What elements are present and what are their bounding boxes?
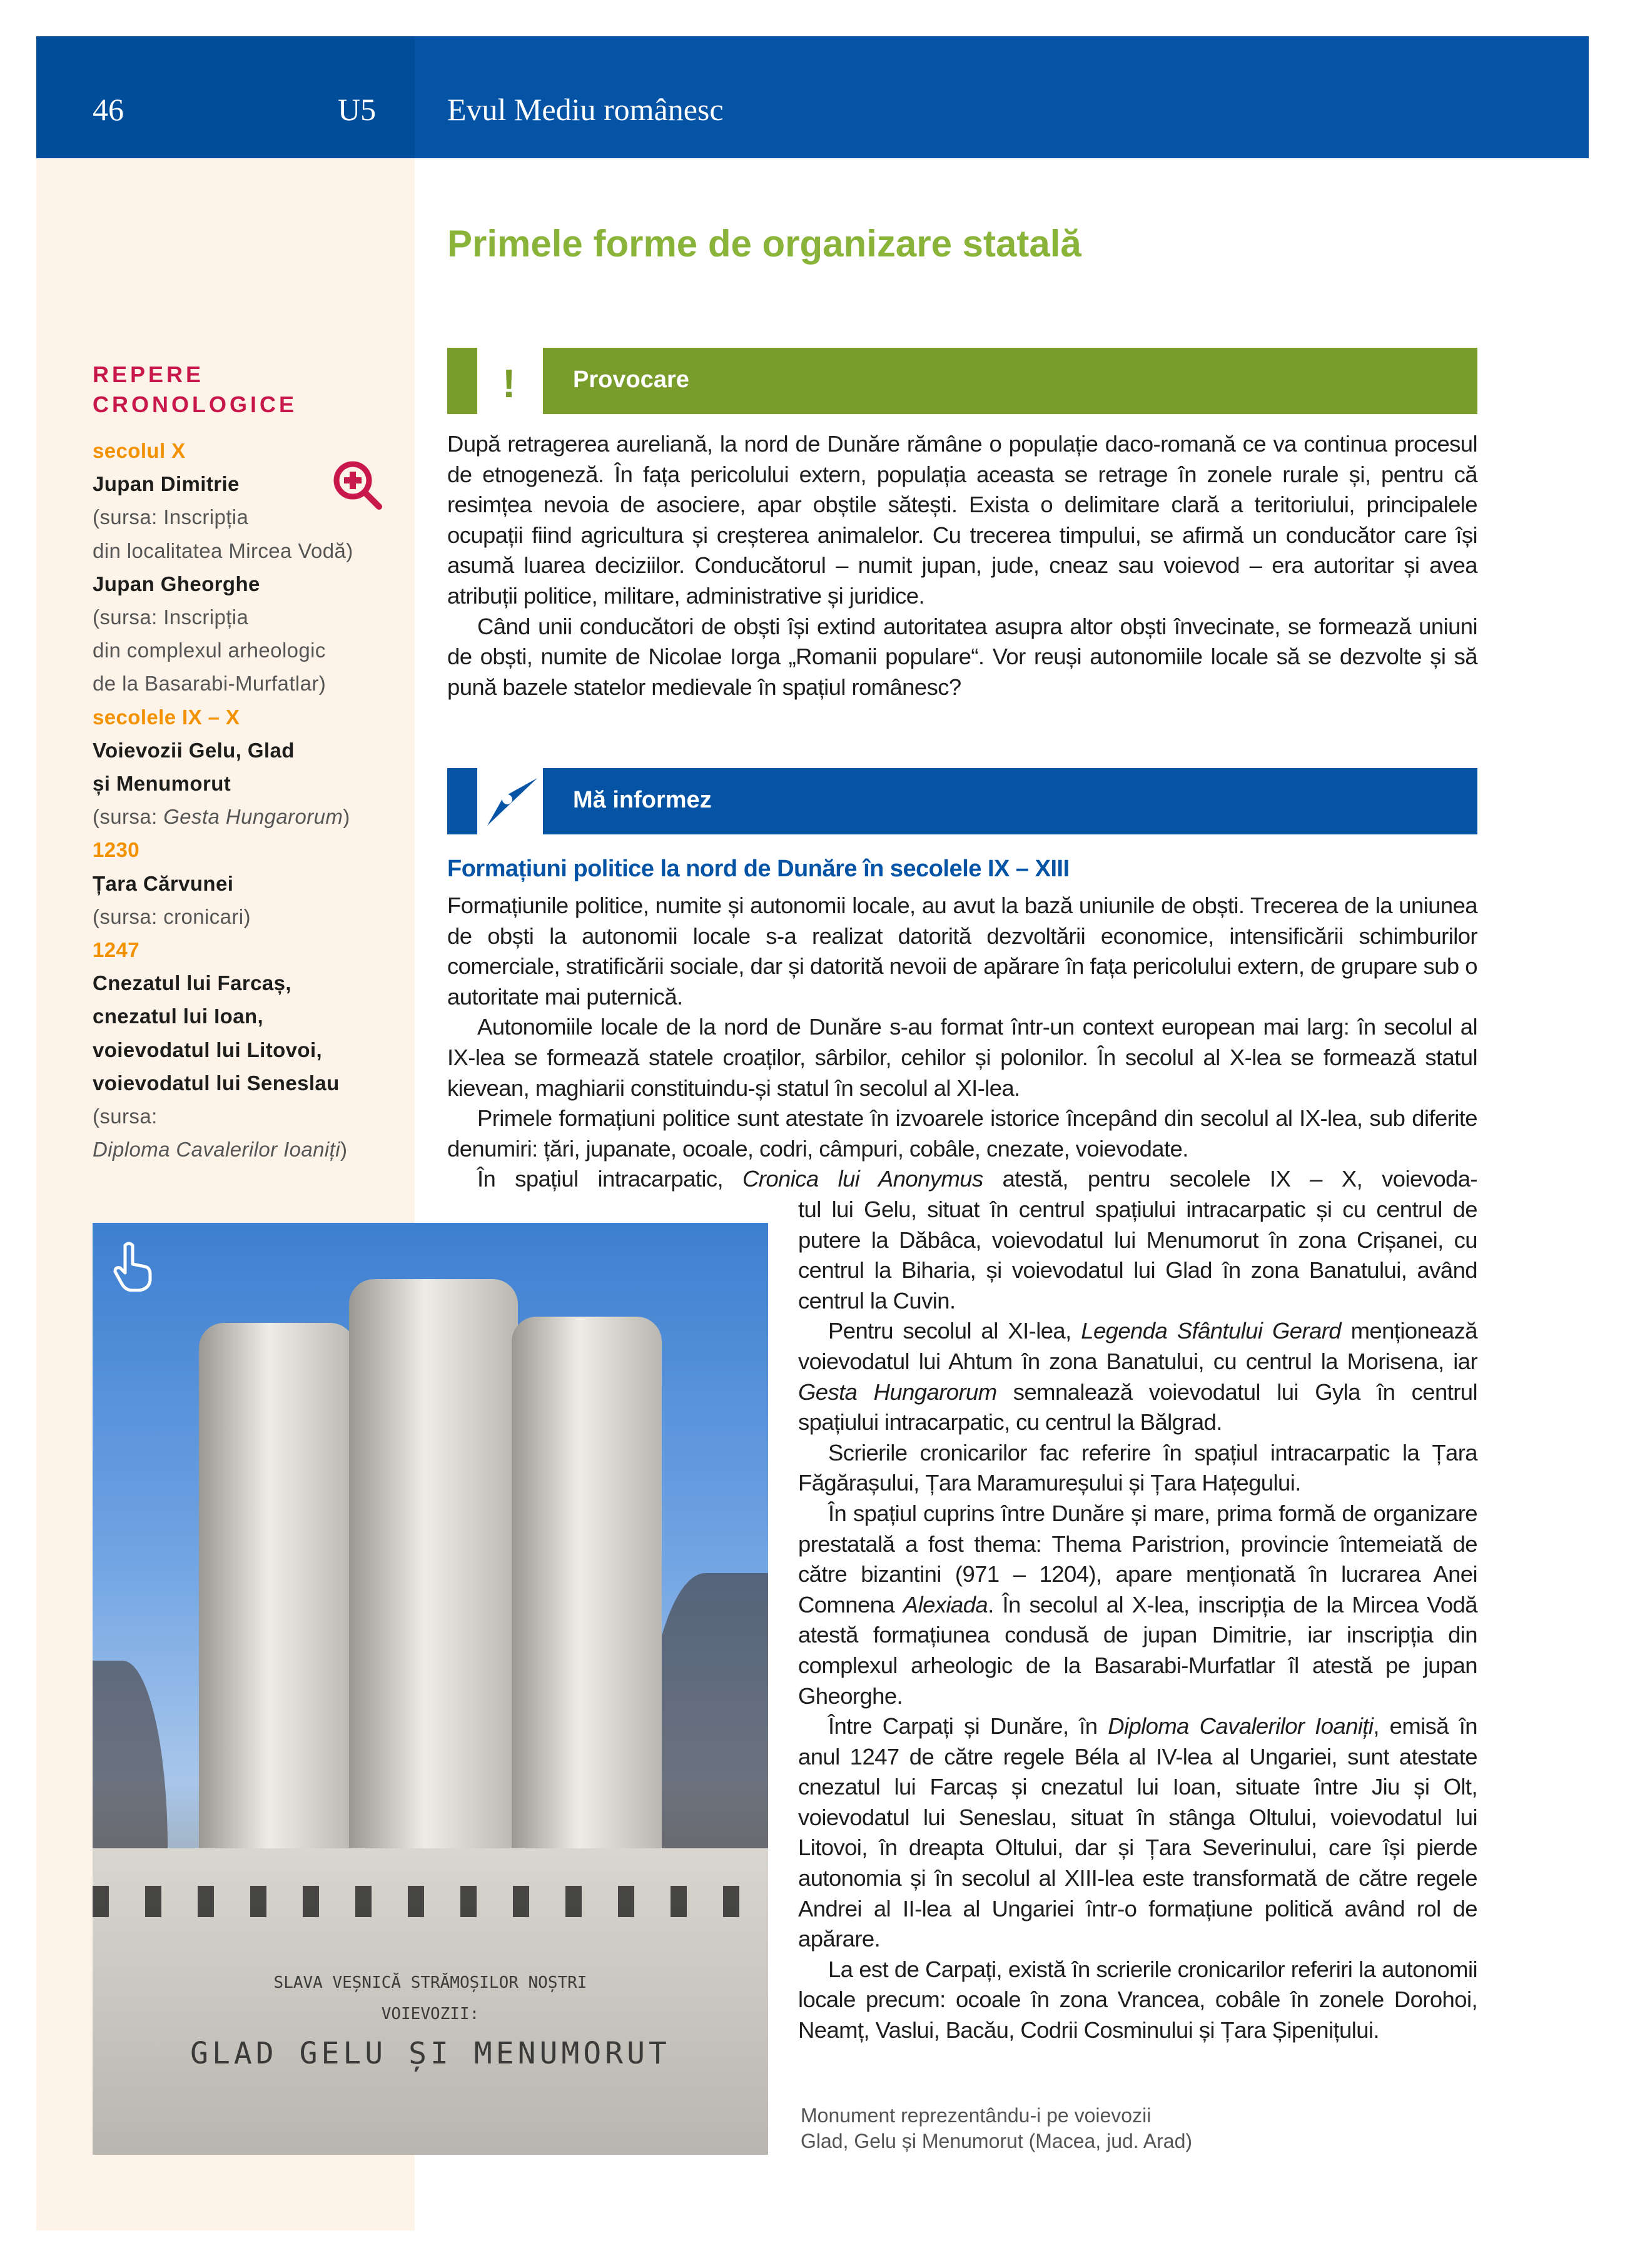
informez-text xyxy=(447,891,1477,1195)
chronology-heading xyxy=(93,360,297,420)
text-run: Cronica lui Anonymus xyxy=(742,1166,983,1192)
text-run: , emisă în anul 1247 de către regele Béla al IV-lea al Ungariei, sunt atestate cnezatul lui Farcaș și cnezatul lui Ioan, situate între Jiu și Olt, voievodatul lui Seneslau, situat în stânga Oltului, voievodatul lui Litovoi, în dreapta Oltului, dar și Țara Severinului, care își pierde autonomia și în secolul al XIII-lea este transformată de către regele Andrei al II-lea al Ungariei într-o formațiune politică având rol de apărare. xyxy=(798,1713,1477,1952)
text-run: Pentru secolul al XI-lea, xyxy=(828,1318,1081,1344)
text-run: secolele IX – X xyxy=(93,705,240,729)
paragraph xyxy=(447,1164,1477,1195)
chronology-source xyxy=(93,1100,353,1133)
text-run: ) xyxy=(340,1138,348,1162)
text-run: semnalează voievodatul lui Gyla în centrul spațiului intracarpatic, cu centrul la Bălgrad. xyxy=(798,1379,1477,1435)
text-run: 1230 xyxy=(93,838,140,862)
text-run: (sursa: cronicari) xyxy=(93,904,251,928)
paragraph: La est de Carpați, există în scrierile cronicarilor referiri la autonomii locale precum: ocoale în zona Vrancea, cobâle în zonele Dorohoi, Neamț, Vaslui, Bacău, Codrii Cosminului și Țara Șipenițului. xyxy=(798,1956,1477,2043)
unit-title: Evul Mediu românesc xyxy=(447,92,724,127)
text-run: (sursa: xyxy=(93,805,164,829)
chronology-event xyxy=(93,1033,353,1066)
page-header xyxy=(36,36,1589,158)
paragraph: Scrierile cronicarilor fac referire în spațiul intracarpatic la Țara Făgărașului, Țara Maramureșului și Țara Hațegului. xyxy=(798,1439,1477,1496)
chronology-event xyxy=(93,734,353,767)
text-run: 1247 xyxy=(93,938,140,962)
text-run: Între Carpați și Dunăre, în xyxy=(828,1713,1108,1739)
text-run: Țara Cărvunei xyxy=(93,871,234,895)
text-run: (sursa: Inscripția xyxy=(93,505,249,529)
chronology-date xyxy=(93,933,353,966)
chronology-source xyxy=(93,900,353,933)
text-run: voievodatul lui Litovoi, xyxy=(93,1038,323,1061)
text-run: Gesta Hungarorum xyxy=(798,1379,997,1405)
text-run: Diploma Cavalerilor Ioaniți xyxy=(93,1138,340,1162)
chronology-source xyxy=(93,800,353,833)
chronology-source xyxy=(93,667,353,700)
inscription-line: SLAVA VEȘNICĂ STRĂMOȘILOR NOȘTRI xyxy=(273,1973,587,1992)
monument-photo xyxy=(93,1223,768,2155)
banner-label: Provocare xyxy=(573,367,689,393)
paragraph: Formațiunile politice, numite și autonomii locale, au avut la bază uniunile de obști. Trecerea de la uniunea de obști la autonomii locale s-a realizat datorită dezvoltării economice, intensificării schimburilor comerciale, stratificării sociale, dar și datorită nevoii de apărare în fața pericolului extern, de grupare sub o autoritate mai puternică. xyxy=(447,893,1477,1010)
banner-bar xyxy=(543,348,1477,414)
chronology-source xyxy=(93,600,353,634)
chronology-event xyxy=(93,1066,353,1100)
chronology-source xyxy=(93,534,353,567)
page-number: 46 xyxy=(93,92,124,127)
page-title: Primele forme de organizare statală xyxy=(447,223,1081,265)
heading-line: CRONOLOGICE xyxy=(93,392,298,417)
chronology-event xyxy=(93,966,353,1000)
chronology-event xyxy=(93,867,353,900)
paragraph xyxy=(798,1316,1477,1437)
caption-line: Monument reprezentându-i pe voievozii xyxy=(801,2104,1152,2127)
text-run: Gesta Hungarorum xyxy=(163,805,343,829)
provocare-text xyxy=(447,429,1477,702)
zoom-in-icon[interactable] xyxy=(330,458,383,510)
text-run: din localitatea Mircea Vodă) xyxy=(93,539,353,562)
text-run: Jupan Gheorghe xyxy=(93,572,260,595)
statue-left xyxy=(199,1323,355,1886)
banner-bar xyxy=(543,768,1477,834)
chronology-event xyxy=(93,1000,353,1033)
monument-inscription xyxy=(93,1973,768,2071)
heading-line: REPERE xyxy=(93,362,205,387)
text-run: Voievozii Gelu, Glad xyxy=(93,738,295,762)
text-run: din complexul arheologic xyxy=(93,639,326,662)
chronology-date xyxy=(93,833,353,866)
statue-center xyxy=(349,1279,518,1892)
ma-informez-banner xyxy=(447,768,1477,834)
text-run: cnezatul lui Ioan, xyxy=(93,1005,264,1028)
hand-pointer-icon[interactable] xyxy=(111,1242,155,1292)
text-run: Cnezatul lui Farcaș, xyxy=(93,971,291,995)
exclamation-icon: ! xyxy=(502,361,516,406)
text-run: (sursa: Inscripția xyxy=(93,605,249,629)
text-run: . În secolul al X-lea, inscripția de la Mircea Vodă atestă formațiunea condusă de jupan Dimitrie, iar inscripția din complexul arheologic de la Basarabi-Murfatlar îl atestă pe jupan Gheorghe. xyxy=(798,1591,1478,1709)
paragraph: Autonomiile locale de la nord de Dunăre s-au format într-un context european mai larg: în secolul al IX-lea se formează statele croaților, sârbilor, cehilor și polonilor. În secolul al X-lea se formează statul kievean, maghiarii constituindu-și statul în secolul al XI-lea. xyxy=(447,1014,1477,1101)
inscription-line: VOIEVOZII: xyxy=(381,2005,480,2023)
text-run: În spațiul cuprins între Dunăre și mare, prima formă de organizare prestatală a fost thema: Thema Paristrion, provincie întemeiată de către bizantini (971 – 1204), apare menționată în lucrarea Anei Comnena xyxy=(798,1500,1477,1617)
chronology-event xyxy=(93,567,353,600)
chronology-date xyxy=(93,701,353,734)
chronology-date xyxy=(93,434,353,467)
paragraph: Primele formațiuni politice sunt atestate în izvoarele istorice începând din secolul al IX-lea, sub diferite denumiri: țări, jupanate, ocoale, codri, câmpuri, cobâle, cnezate, voievodate. xyxy=(447,1105,1477,1162)
text-run: secolul X xyxy=(93,439,186,462)
unit-label: U5 xyxy=(338,92,377,127)
chronology-source xyxy=(93,1133,353,1166)
paragraph xyxy=(798,1711,1477,1955)
text-run: În spațiul intracarpatic, xyxy=(477,1166,743,1192)
banner-stub xyxy=(447,768,477,834)
chronology-list xyxy=(93,434,353,1166)
text-run: și Menumorut xyxy=(93,772,231,796)
text-run: de la Basarabi-Murfatlar) xyxy=(93,672,327,696)
banner-stub xyxy=(447,348,477,414)
chronology-event xyxy=(93,767,353,800)
text-run: ) xyxy=(343,805,350,829)
text-run: (sursa: xyxy=(93,1105,158,1128)
statue-right xyxy=(512,1317,662,1880)
text-run: voievodatul lui Seneslau xyxy=(93,1071,340,1095)
text-run: Legenda Sfântului Gerard xyxy=(1081,1318,1341,1344)
text-run: Jupan Dimitrie xyxy=(93,472,240,496)
paragraph: tul lui Gelu, situat în centrul spațiului intracarpatic și cu centrul de putere la Dăbâca, voievodatul lui Menumorut în zona Crișanei, cu centrul la Biharia, și voievodatul lui Glad în zona Banatului, având centrul la Cuvin. xyxy=(798,1197,1477,1314)
chronology-source xyxy=(93,634,353,667)
informez-text-column xyxy=(798,1195,1477,2046)
crenellations xyxy=(93,1886,768,1917)
text-run: Alexiada xyxy=(903,1591,988,1617)
paragraph xyxy=(798,1499,1477,1711)
paragraph: După retragerea aureliană, la nord de Dunăre rămâne o populație daco-romană ce va continua procesul de etnogeneză. În fața pericolului extern, populația aceasta se retrage în zonele rurale și, pentru că resimțea nevoia de asociere, apar obștile sătești. Exista o delimitare clară a teritoriului, principalele ocupații fiind agricultura și creșterea animalelor. Cu trecerea timpului, se afirmă un conducător care își asumă luarea deciziilor. Conducătorul – numit jupan, jude, cneaz sau voievod – era autoritar și avea atribuții politice, militare, administrative și juridice. xyxy=(447,431,1477,609)
banner-label: Mă informez xyxy=(573,787,712,813)
photo-caption xyxy=(801,2103,1192,2154)
text-run: menționează voievodatul lui Ahtum în zona Banatului, cu centrul la Morisena, iar xyxy=(798,1318,1477,1374)
paragraph: Când unii conducători de obști își extind autoritatea asupra altor obști învecinate, se formează uniuni de obști, numite de Nicolae Iorga „Romanii populare“. Vor reuși autonomiile locale să se dezvolte și să pună bazele statelor medievale în spațiul românesc? xyxy=(447,613,1477,700)
text-run: Diploma Cavalerilor Ioaniți xyxy=(1108,1713,1374,1739)
provocare-banner xyxy=(447,348,1477,414)
section-subtitle: Formațiuni politice la nord de Dunăre în secolele IX – XIII xyxy=(447,856,1070,882)
chronology-source xyxy=(93,500,353,534)
compass-icon xyxy=(485,776,539,828)
caption-line: Glad, Gelu și Menumorut (Macea, jud. Arad) xyxy=(801,2130,1193,2152)
inscription-line: GLAD GELU ȘI MENUMORUT xyxy=(190,2036,671,2071)
chronology-event xyxy=(93,467,353,500)
text-run: atestă, pentru secolele IX – X, voievoda- xyxy=(983,1166,1477,1192)
